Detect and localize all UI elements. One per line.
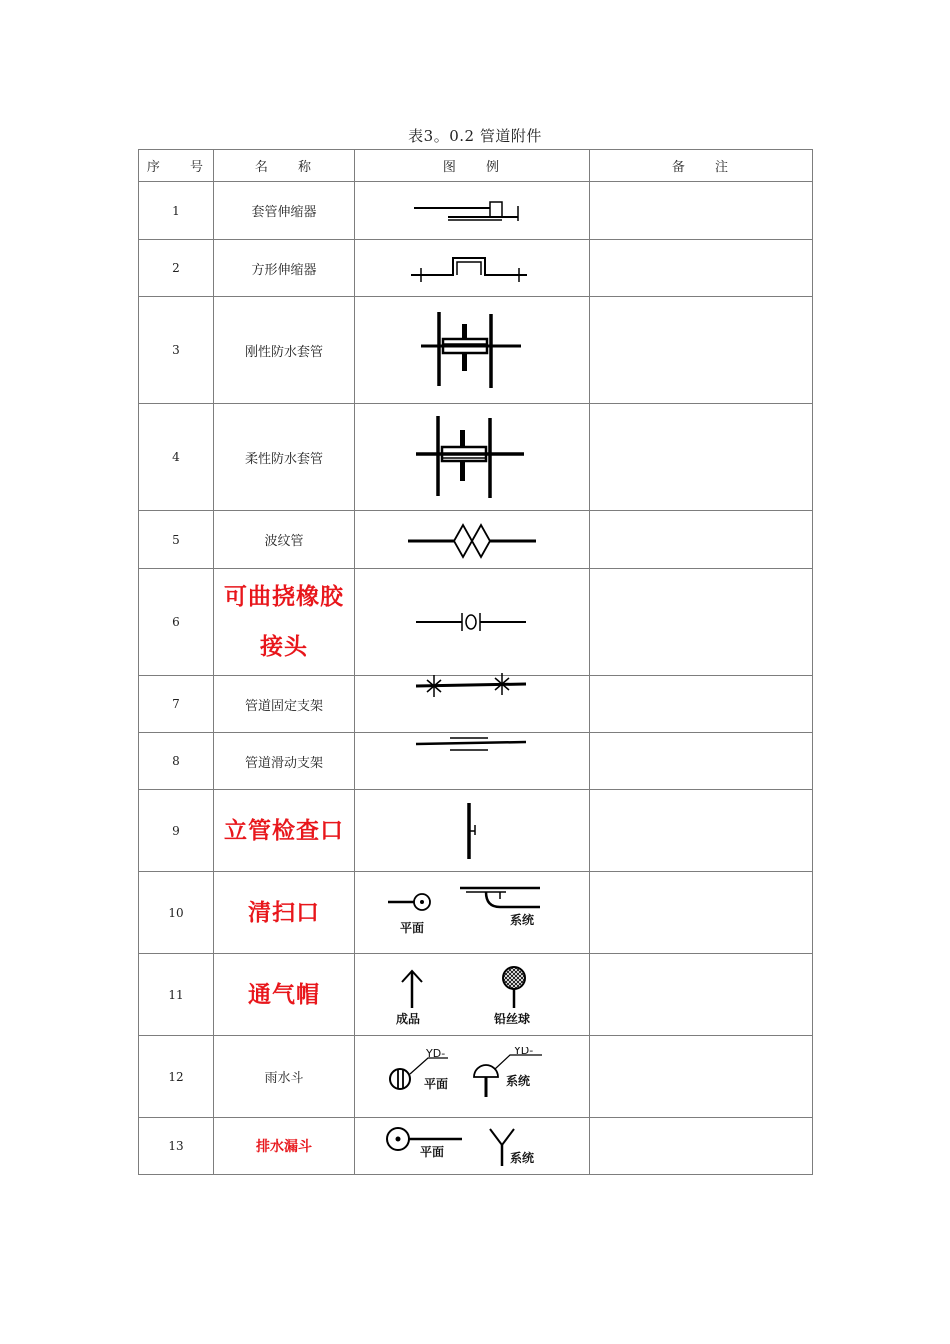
row-name: 清扫口 [214, 872, 355, 954]
table-row [139, 954, 813, 1036]
row-number: 4 [139, 404, 214, 511]
row-number: 12 [139, 1036, 214, 1118]
row-legend [355, 954, 590, 1036]
row-remark [590, 1036, 813, 1118]
row-remark [590, 240, 813, 297]
row-name: 通气帽 [214, 954, 355, 1036]
plan-label: 平面 [400, 920, 425, 935]
pipe-accessories-table [138, 149, 813, 1175]
table-row [139, 240, 813, 297]
row-name: 方形伸缩器 [214, 240, 355, 297]
row-legend [355, 872, 590, 954]
table-header-row [139, 150, 813, 182]
row-number: 13 [139, 1118, 214, 1175]
rain-hopper-icon [382, 1047, 562, 1107]
system-label: 系统 [510, 1151, 535, 1165]
row-number: 3 [139, 297, 214, 404]
code-label-system: YD- [514, 1046, 534, 1057]
row-legend [355, 404, 590, 511]
header-remark: 备 注 [590, 150, 813, 182]
row-name: 立管检查口 [214, 790, 355, 872]
riser-inspection-port-icon [457, 801, 487, 861]
row-name: 管道滑动支架 [214, 733, 355, 790]
finished-label: 成品 [396, 1011, 421, 1026]
row-legend [355, 733, 590, 790]
row-name: 波纹管 [214, 511, 355, 569]
table-row [139, 733, 813, 790]
flexible-waterproof-sleeve-icon [412, 414, 532, 500]
wire-ball-label: 铅丝球 [494, 1011, 531, 1026]
row-number: 1 [139, 182, 214, 240]
table-row [139, 872, 813, 954]
plan-label: 平面 [424, 1076, 449, 1091]
row-remark [590, 182, 813, 240]
row-legend [355, 676, 590, 733]
bellows-icon [406, 520, 538, 560]
system-label: 系统 [510, 912, 535, 927]
rigid-waterproof-sleeve-icon [417, 310, 527, 390]
row-legend [355, 1036, 590, 1118]
code-label: YD- [426, 1046, 446, 1060]
table-row [139, 569, 813, 676]
table-caption: 表3。0.2 管道附件 [408, 127, 542, 145]
row-legend [355, 240, 590, 297]
sliding-support-icon [414, 726, 530, 776]
row-number: 11 [139, 954, 214, 1036]
vent-cap-icon [382, 962, 562, 1028]
row-remark [590, 733, 813, 790]
row-remark [590, 404, 813, 511]
row-legend [355, 511, 590, 569]
row-legend [355, 790, 590, 872]
table-row [139, 1036, 813, 1118]
header-seq: 序 号 [139, 150, 214, 182]
system-label: 系统 [506, 1073, 531, 1088]
row-remark [590, 297, 813, 404]
row-remark [590, 954, 813, 1036]
table-row [139, 511, 813, 569]
row-number: 5 [139, 511, 214, 569]
row-legend [355, 182, 590, 240]
row-legend [355, 569, 590, 676]
header-name: 名 称 [214, 150, 355, 182]
table-row [139, 676, 813, 733]
square-expansion-joint-icon [407, 251, 537, 285]
fixed-support-icon [414, 668, 530, 718]
row-remark [590, 569, 813, 676]
row-name: 套管伸缩器 [214, 182, 355, 240]
table-row [139, 790, 813, 872]
table-row [139, 1118, 813, 1175]
row-remark [590, 872, 813, 954]
row-legend [355, 297, 590, 404]
row-remark [590, 511, 813, 569]
sleeve-expansion-joint-icon [412, 196, 532, 226]
table-row [139, 404, 813, 511]
row-number: 2 [139, 240, 214, 297]
row-number: 10 [139, 872, 214, 954]
row-remark [590, 1118, 813, 1175]
row-name: 管道固定支架 [214, 676, 355, 733]
row-legend [355, 1118, 590, 1175]
flexible-rubber-joint-icon [414, 607, 530, 637]
drain-funnel-icon [382, 1121, 562, 1171]
row-remark [590, 676, 813, 733]
row-remark [590, 790, 813, 872]
row-name: 排水漏斗 [214, 1118, 355, 1175]
row-name: 刚性防水套管 [214, 297, 355, 404]
table-row [139, 182, 813, 240]
row-name: 柔性防水套管 [214, 404, 355, 511]
table-row [139, 297, 813, 404]
row-number: 7 [139, 676, 214, 733]
row-name: 雨水斗 [214, 1036, 355, 1118]
cleanout-icon [382, 883, 562, 943]
row-number: 6 [139, 569, 214, 676]
header-legend: 图 例 [355, 150, 590, 182]
row-number: 9 [139, 790, 214, 872]
row-name: 可曲挠橡胶接头 [214, 569, 355, 676]
row-number: 8 [139, 733, 214, 790]
plan-label: 平面 [420, 1145, 445, 1159]
